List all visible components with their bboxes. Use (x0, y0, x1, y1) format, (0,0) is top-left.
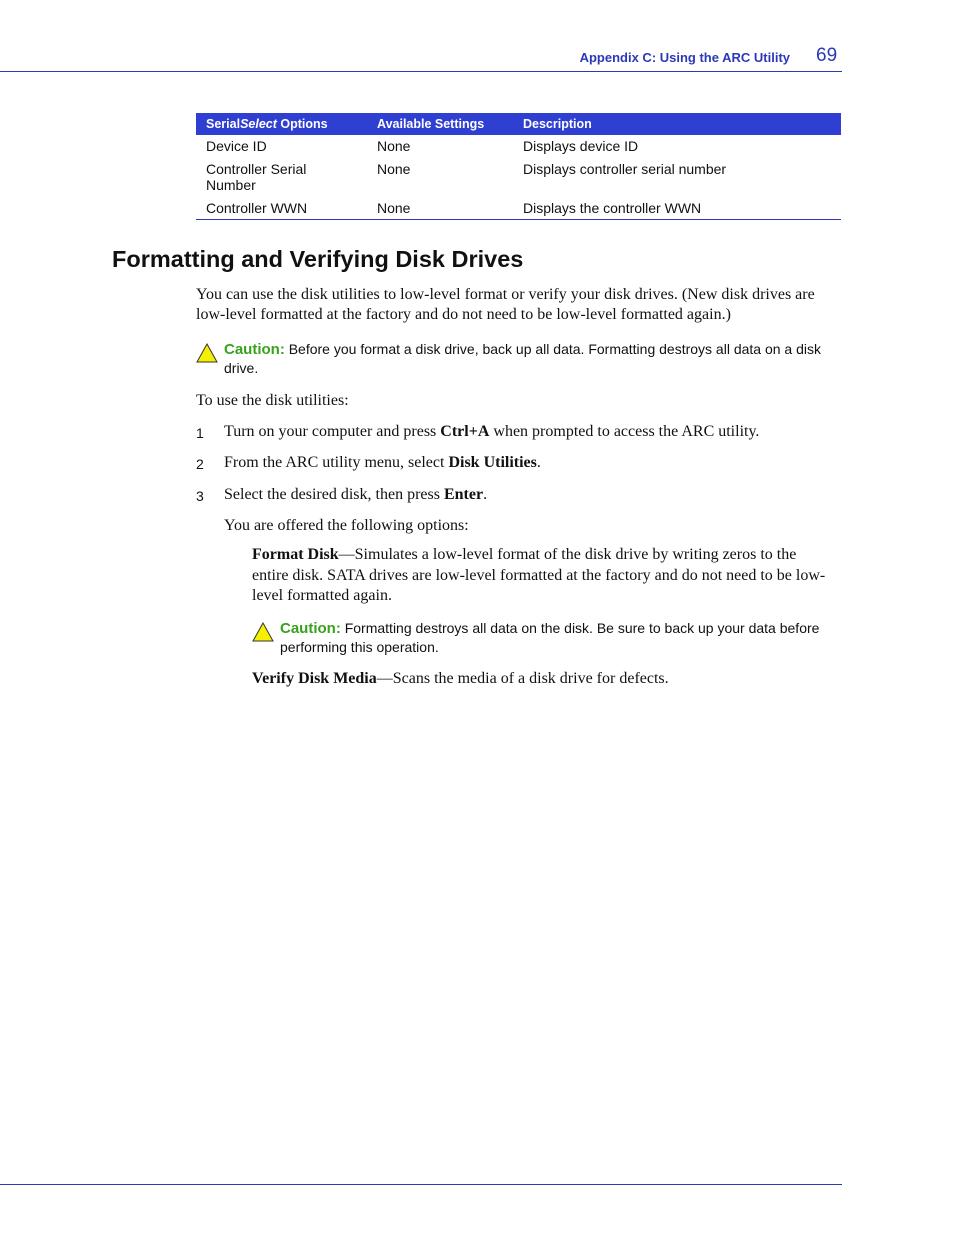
step-number: 3 (196, 488, 204, 504)
to-use-paragraph: To use the disk utilities: (196, 392, 349, 409)
table-row (196, 135, 841, 159)
step-number: 2 (196, 456, 204, 472)
verify-disk-media-option (252, 669, 834, 690)
step-text: Turn on your computer and press Ctrl+A when prompted to access the ARC utility. (224, 423, 760, 440)
caution-note (280, 619, 840, 656)
step-text: Select the desired disk, then press Enter. (224, 486, 488, 503)
caution-note (224, 340, 844, 377)
option-term: Format Disk (252, 546, 339, 563)
header-rule (0, 71, 842, 72)
warning-triangle-icon (196, 343, 218, 363)
caution-label: Caution: (224, 341, 285, 358)
footer-rule (0, 1184, 842, 1185)
table-header-settings: Available Settings (367, 113, 513, 135)
serialselect-options-table (196, 113, 841, 220)
table-header-row (196, 113, 841, 135)
option-description: —Scans the media of a disk drive for defects. (376, 670, 669, 687)
table-cell: Displays the controller WWN (523, 200, 702, 216)
caution-text: Formatting destroys all data on the disk. Be sure to back up your data before performing this operation. (280, 620, 820, 655)
page-number: 69 (816, 45, 838, 66)
table-cell: Displays controller serial number (523, 161, 727, 177)
table-row (196, 198, 841, 220)
option-description: —Simulates a low-level format of the disk drive by writing zeros to the entire disk. SATA drives are low-level formatted at the factory and do not need to be low-level formatted again. (252, 546, 826, 604)
format-disk-option (252, 545, 834, 607)
section-title: Formatting and Verifying Disk Drives (112, 246, 524, 272)
caution-label: Caution: (280, 620, 341, 637)
warning-triangle-icon (252, 622, 274, 642)
offered-paragraph: You are offered the following options: (224, 517, 469, 534)
option-term: Verify Disk Media (252, 670, 377, 687)
table-cell: None (377, 200, 411, 216)
table-header-options: SerialSelect Options (196, 113, 367, 135)
table-row (196, 159, 841, 198)
table-cell: Controller Serial Number (206, 161, 307, 193)
table-header-description: Description (513, 113, 841, 135)
step-number: 1 (196, 425, 204, 441)
caution-text: Before you format a disk drive, back up all data. Formatting destroys all data on a disk drive. (224, 341, 821, 376)
table-cell: None (377, 161, 411, 177)
running-header: Appendix C: Using the ARC Utility (579, 50, 790, 65)
step-text: From the ARC utility menu, select Disk Utilities. (224, 454, 541, 471)
table-cell: Displays device ID (523, 138, 639, 154)
intro-paragraph: You can use the disk utilities to low-level format or verify your disk drives. (New disk drives are low-level formatted at the factory and do not need to be low-level formatted again.) (196, 286, 815, 323)
table-cell: Device ID (206, 138, 267, 154)
table-cell: Controller WWN (206, 200, 308, 216)
table-cell: None (377, 138, 411, 154)
